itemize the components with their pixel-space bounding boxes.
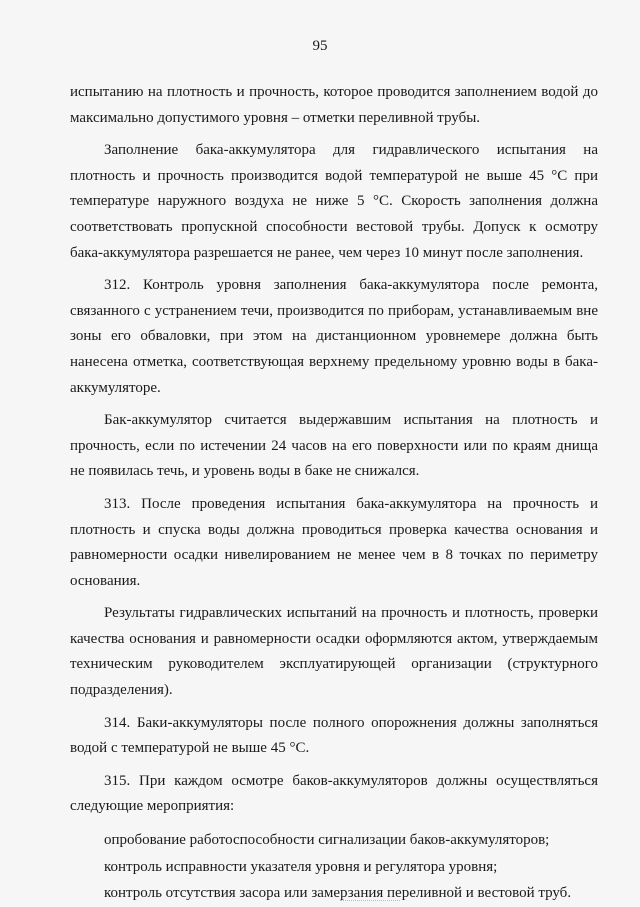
paragraph-test-passed: Бак-аккумулятор считается выдержавшим испытания на плотность и прочность, если по истечении 24 часов на его поверхности или по краям днища не появилась течь, и уровень воды в баке не снижался. <box>70 412 598 480</box>
scan-edge-mark <box>340 900 400 905</box>
paragraph-315: 315. При каждом осмотре баков-аккумуляторов должны осуществляться следующие мероприятия: <box>70 772 598 815</box>
paragraph-continuation: испытанию на плотность и прочность, которое проводится заполнением водой до максимально допустимого уровня – отметки переливной трубы. <box>70 84 598 126</box>
paragraph-filling: Заполнение бака-аккумулятора для гидравлического испытания на плотность и прочность производится водой температурой не выше 45 °С при температуре наружного воздуха не ниже 5 °С. Скорость заполнения должна соответствовать пропускной способности вестовой трубы. Допуск к осмотру бака-аккумулятора разрешается не ранее, чем через 10 минут после заполнения. <box>70 142 598 261</box>
paragraph-312: 312. Контроль уровня заполнения бака-аккумулятора после ремонта, связанного с устранением течи, производится по приборам, устанавливаемым вне зоны его обваловки, при этом на дистанционном уровнемере должна быть нанесена отметка, соответствующая верхнему предельному уровню воды в бака-аккумуляторе. <box>70 277 598 396</box>
list-item: контроль отсутствия засора или замерзания переливной и вестовой труб. <box>104 885 572 902</box>
paragraph-314: 314. Баки-аккумуляторы после полного опорожнения должны заполняться водой с температурой не выше 45 °С. <box>70 714 598 757</box>
list-item: контроль исправности указателя уровня и регулятора уровня; <box>104 858 498 875</box>
paragraph-results: Результаты гидравлических испытаний на прочность и плотность, проверки качества основания и равномерности осадки оформляются актом, утверждаемым техническим руководителем эксплуатирующей организации (структурного подразделения). <box>70 605 598 699</box>
page-number: 95 <box>312 38 328 54</box>
list-item: опробование работоспособности сигнализации баков-аккумуляторов; <box>104 832 550 849</box>
document-body <box>70 80 598 907</box>
paragraph-313: 313. После проведения испытания бака-аккумулятора на прочность и плотность и спуска воды должна проводиться проверка качества основания и равномерности осадки нивелированием не менее чем в 8 точках по периметру основания. <box>70 495 598 589</box>
